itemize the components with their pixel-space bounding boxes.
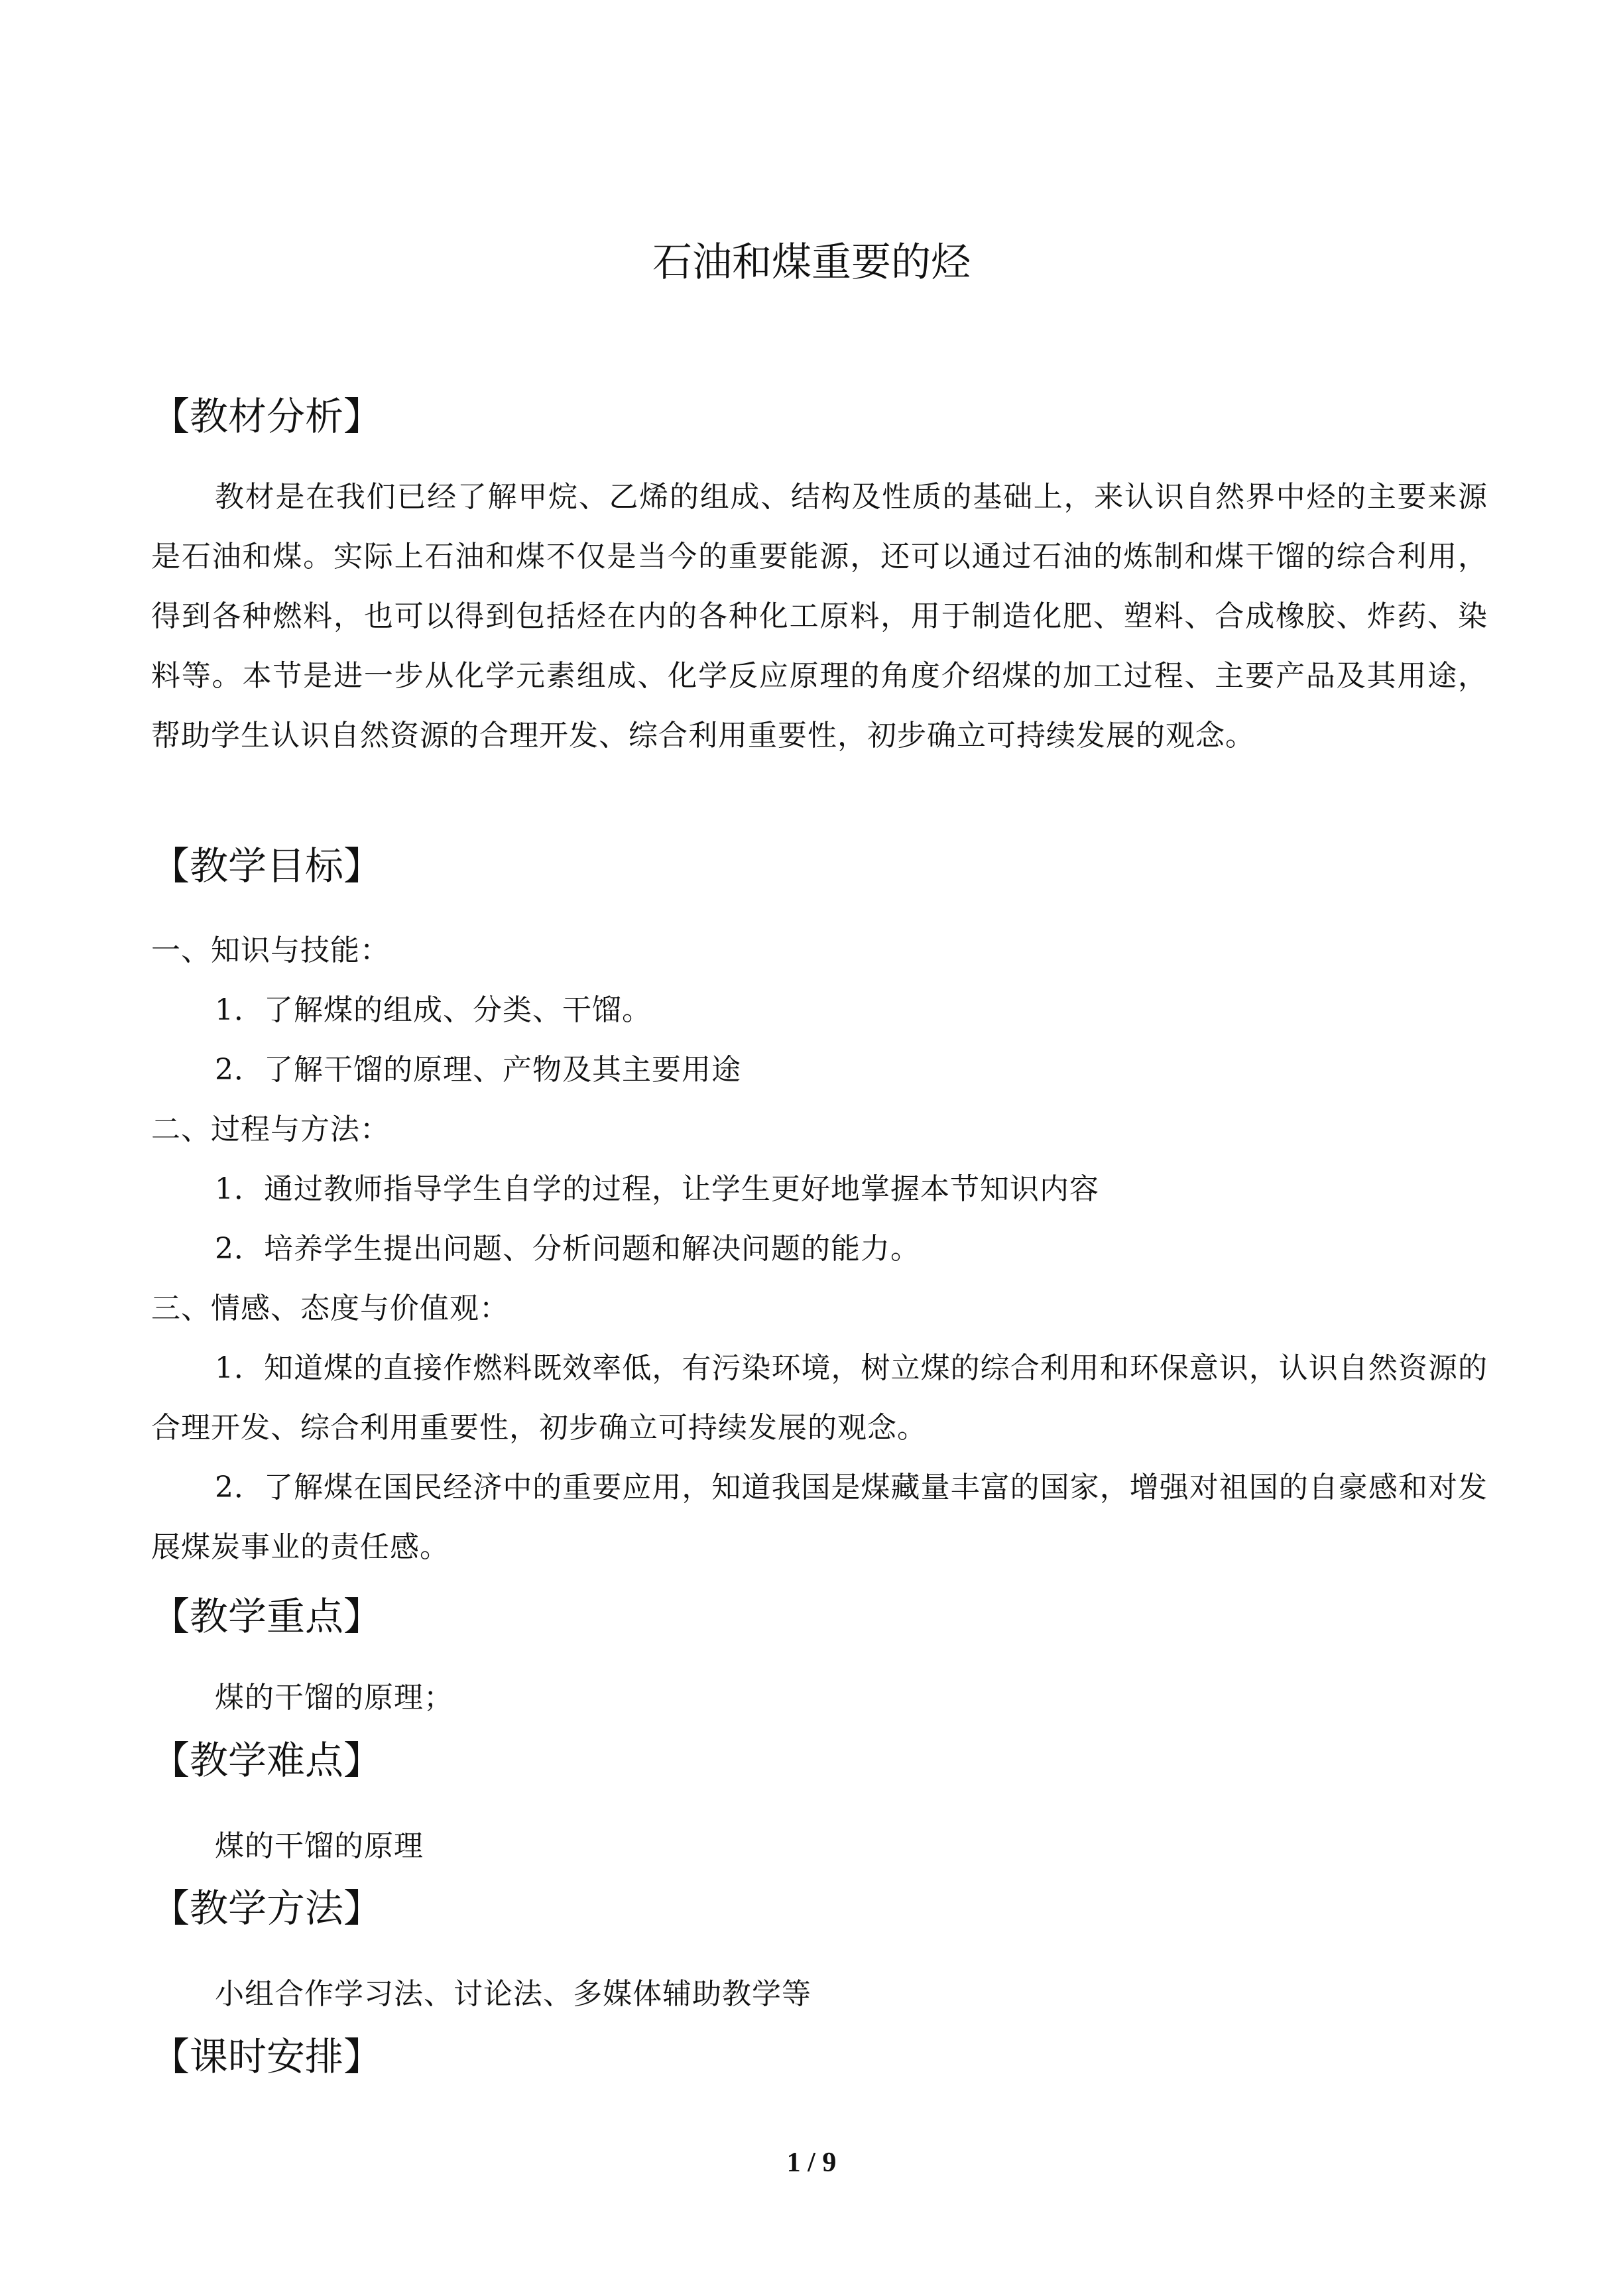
goals-process-label: 二、过程与方法： — [151, 1113, 390, 1146]
goals-knowledge-item-1: 1．了解煤的组成、分类、干馏。 — [215, 993, 652, 1027]
goals-process-item-2: 2．培养学生提出问题、分析问题和解决问题的能力。 — [215, 1232, 920, 1266]
section-heading-key-points: 【教学重点】 — [151, 1594, 383, 1639]
section-heading-difficulties: 【教学难点】 — [151, 1738, 383, 1783]
goals-emotion-item-1: 1．知道煤的直接作燃料既效率低，有污染环境，树立煤的综合利用和环保意识，认识自然资源的合理开发、综合利用重要性，初步确立可持续发展的观念。 — [151, 1351, 1488, 1445]
analysis-paragraph: 教材是在我们已经了解甲烷、乙烯的组成、结构及性质的基础上，来认识自然界中烃的主要来源是石油和煤。实际上石油和煤不仅是当今的重要能源，还可以通过石油的炼制和煤干馏的综合利用，得到各种燃料，也可以得到包括烃在内的各种化工原料，用于制造化肥、塑料、合成橡胶、炸药、染料等。本节是进一步从化学元素组成、化学反应原理的角度介绍煤的加工过程、主要产品及其用途，帮助学生认识自然资源的合理开发、综合利用重要性，初步确立可持续发展的观念。 — [151, 480, 1488, 753]
difficulties-text: 煤的干馏的原理 — [215, 1829, 424, 1863]
page-number: 1 / 9 — [786, 2147, 837, 2178]
goals-emotion-label: 三、情感、态度与价值观： — [151, 1292, 509, 1325]
section-heading-methods: 【教学方法】 — [151, 1886, 383, 1931]
section-heading-goals: 【教学目标】 — [151, 843, 383, 888]
goals-process-item-1: 1．通过教师指导学生自学的过程，让学生更好地掌握本节知识内容 — [215, 1172, 1099, 1206]
section-heading-schedule: 【课时安排】 — [151, 2034, 383, 2079]
goals-emotion-item-2: 2．了解煤在国民经济中的重要应用，知道我国是煤藏量丰富的国家，增强对祖国的自豪感和对发展煤炭事业的责任感。 — [151, 1471, 1488, 1564]
goals-knowledge-label: 一、知识与技能： — [151, 934, 390, 967]
section-heading-analysis: 【教材分析】 — [151, 394, 383, 439]
page-title: 石油和煤重要的烃 — [652, 239, 971, 286]
goals-knowledge-item-2: 2．了解干馏的原理、产物及其主要用途 — [215, 1053, 741, 1087]
methods-text: 小组合作学习法、讨论法、多媒体辅助教学等 — [215, 1977, 812, 2011]
key-points-text: 煤的干馏的原理； — [215, 1681, 453, 1715]
